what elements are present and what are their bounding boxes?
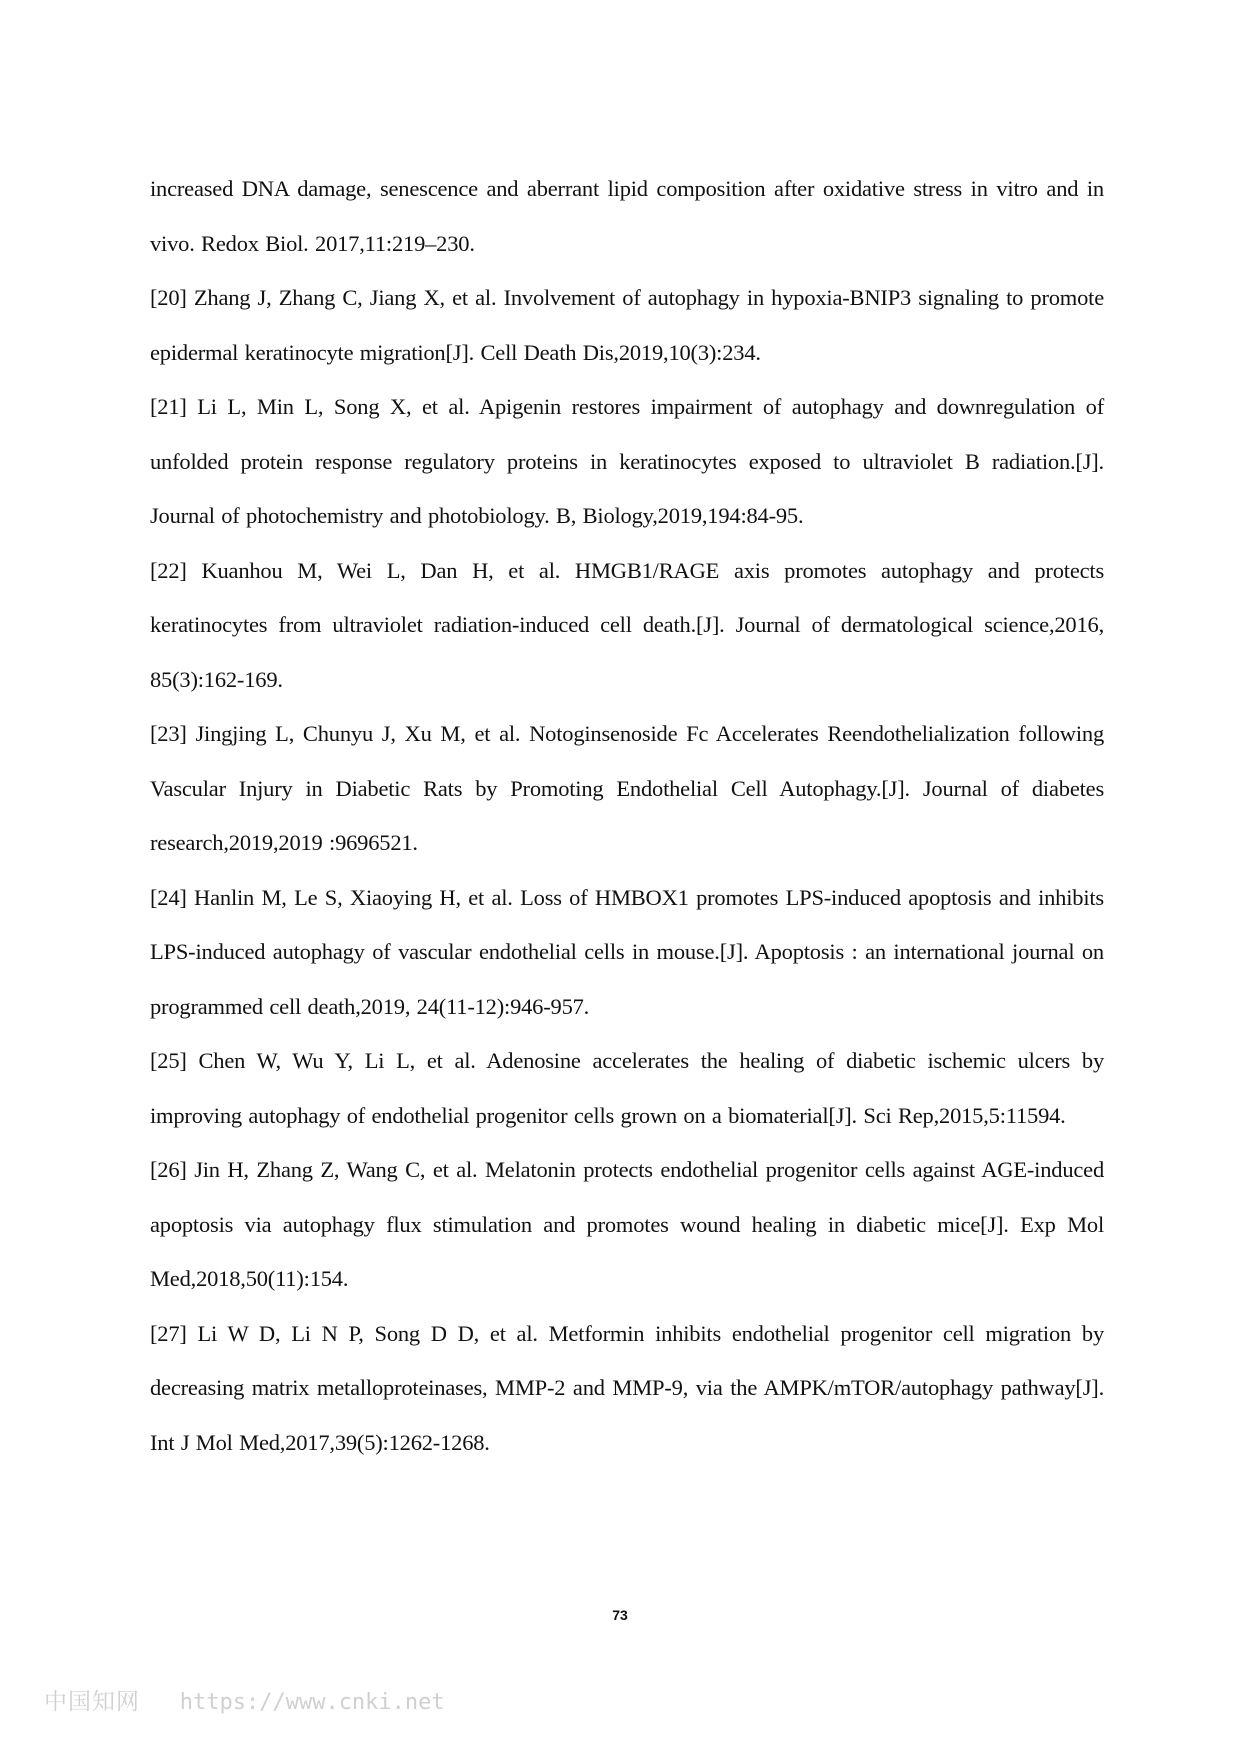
reference-23: [23] Jingjing L, Chunyu J, Xu M, et al. Notoginsenoside Fc Accelerates Reendothelialization following Vascular Injury in Diabetic Rats by Promoting Endothelial Cell Autophagy.[J]. Journal of diabetes research,2019,2019 :9696521. [150, 721, 1104, 855]
page-number: 73 [612, 1607, 628, 1623]
reference-continuation: increased DNA damage, senescence and aberrant lipid composition after oxidative stress in vitro and in vivo. Redox Biol. 2017,11:219–230. [150, 176, 1104, 256]
reference-21: [21] Li L, Min L, Song X, et al. Apigenin restores impairment of autophagy and downregulation of unfolded protein response regulatory proteins in keratinocytes exposed to ultraviolet B radiation.[J]. Journal of photochemistry and photobiology. B, Biology,2019,194:84-95. [150, 394, 1104, 528]
reference-24: [24] Hanlin M, Le S, Xiaoying H, et al. Loss of HMBOX1 promotes LPS-induced apoptosis and inhibits LPS-induced autophagy of vascular endothelial cells in mouse.[J]. Apoptosis : an international journal on programmed cell death,2019, 24(11-12):946-957. [150, 884, 1104, 1019]
reference-25: [25] Chen W, Wu Y, Li L, et al. Adenosine accelerates the healing of diabetic ischemic ulcers by improving autophagy of endothelial progenitor cells grown on a biomaterial[J]. Sci Rep,2015,5:11594. [150, 1048, 1104, 1128]
watermark-url: https://www.cnki.net [179, 1690, 445, 1715]
reference-27: [27] Li W D, Li N P, Song D D, et al. Metformin inhibits endothelial progenitor cell migration by decreasing matrix metalloproteinases, MMP-2 and MMP-9, via the AMPK/mTOR/autophagy pathway[J]. Int J Mol Med,2017,39(5):1262-1268. [150, 1320, 1104, 1455]
reference-22: [22] Kuanhou M, Wei L, Dan H, et al. HMGB1/RAGE axis promotes autophagy and protects keratinocytes from ultraviolet radiation-induced cell death.[J]. Journal of dermatological science,2016, 85(3):162-169. [150, 557, 1104, 692]
reference-list [150, 162, 1104, 1470]
reference-26: [26] Jin H, Zhang Z, Wang C, et al. Melatonin protects endothelial progenitor cells against AGE-induced apoptosis via autophagy flux stimulation and promotes wound healing in diabetic mice[J]. Exp Mol Med,2018,50(11):154. [150, 1157, 1104, 1291]
cnki-watermark [44, 1687, 445, 1717]
watermark-name: 中国知网 [44, 1689, 140, 1715]
reference-20: [20] Zhang J, Zhang C, Jiang X, et al. Involvement of autophagy in hypoxia-BNIP3 signaling to promote epidermal keratinocyte migration[J]. Cell Death Dis,2019,10(3):234. [150, 285, 1104, 365]
